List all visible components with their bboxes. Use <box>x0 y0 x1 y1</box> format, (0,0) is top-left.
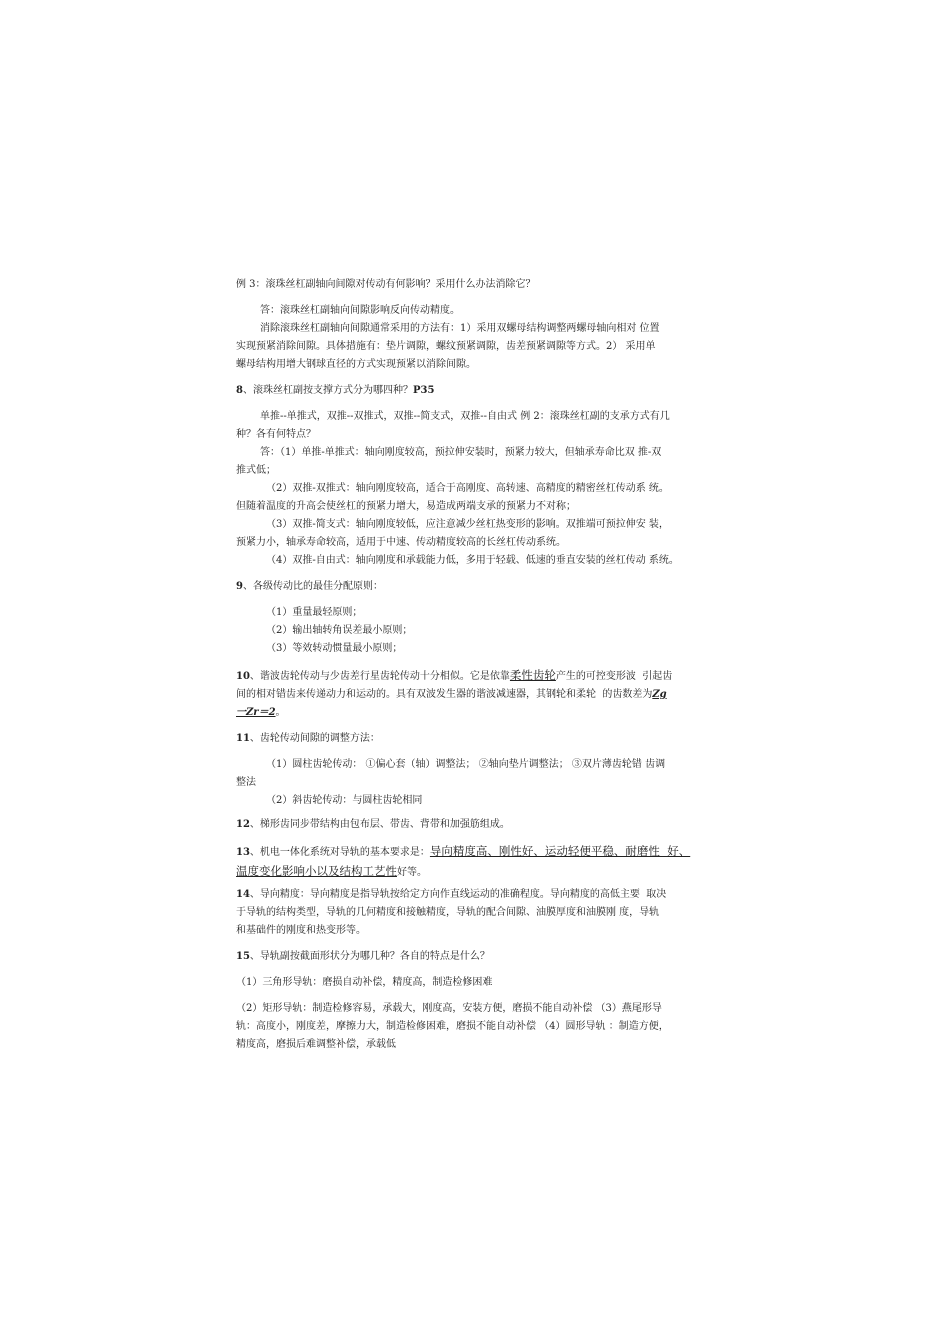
q11-body <box>236 756 720 810</box>
ex3-method <box>236 320 720 374</box>
q10-text: 。 <box>275 707 286 718</box>
list-item: （2）输出轴转角误差最小原则； <box>266 625 413 636</box>
ex3-question-text: 例 3：滚珠丝杠副轴向间隙对传动有何影响？采用什么办法消除它？ <box>236 279 536 290</box>
q8-body <box>236 408 720 570</box>
q13-line <box>236 862 720 882</box>
q15-p1 <box>236 974 720 992</box>
q8-line: 预紧力小，轴承寿命较高，适用于中速、传动精度较高的长丝杠传动系统。 <box>236 537 566 548</box>
q10-text: 、谐波齿轮传动与少齿差行星齿轮传动十分相似。它是依靠 <box>249 671 510 682</box>
q8-line: （4）双推-自由式：轴向刚度和承载能力低，多用于轻载、低速的垂直安装的丝杠传动 系统。 <box>266 555 679 566</box>
q14-line: 和基础件的刚度和热变形等。 <box>236 925 366 936</box>
q10-line <box>236 666 720 686</box>
question-number: 15 <box>236 951 250 962</box>
q14 <box>236 886 720 940</box>
q10-line <box>236 686 720 704</box>
q15-line: （2）矩形导轨：制造检修容易，承载大，刚度高，安装方便，磨损不能自动补偿 （3）燕尾形导 <box>236 1003 662 1014</box>
q9-title <box>236 578 720 596</box>
q10-body <box>236 666 720 722</box>
q9-list <box>236 604 720 658</box>
q10-line <box>236 704 720 722</box>
q8-line: 单推--单推式，双推--双推式，双推--简支式，双推--自由式 例 2：滚珠丝杠副的支承方式有几 <box>260 411 670 422</box>
question-title: 、导轨副按截面形状分为哪几种？各自的特点是什么？ <box>249 951 490 962</box>
list-item: （3）等效转动惯量最小原则； <box>266 643 403 654</box>
question-title: 、齿轮传动间隙的调整方法： <box>249 733 380 744</box>
q11-line: （2）斜齿轮传动：与圆柱齿轮相同 <box>266 795 423 806</box>
question-number: 12 <box>236 819 250 830</box>
question-number: 14 <box>236 889 250 900</box>
q10-text: 产生的可控变形波 引起齿 <box>555 671 673 682</box>
q14-line: 于导轨的结构类型，导轨的几何精度和接触精度，导轨的配合间隙、油膜厚度和油膜刚 度，导轨 <box>236 907 660 918</box>
q8-line: 但随着温度的升高会使丝杠的预紧力增大，易造成两端支承的预紧力不对称； <box>236 501 576 512</box>
q13 <box>236 842 720 882</box>
q8-line: （2）双推-双推式：轴向刚度较高，适合于高刚度、高转速、高精度的精密丝杠传动系 统。 <box>266 483 669 494</box>
question-title: 、滚珠丝杠副按支撑方式分为哪四种？ <box>242 385 413 396</box>
underlined-answer: Zg <box>652 689 667 700</box>
question-number: 11 <box>236 733 250 744</box>
q11-title <box>236 730 720 748</box>
question-number: 9 <box>236 581 243 592</box>
ex3-answer <box>236 302 744 320</box>
q12 <box>236 816 720 834</box>
question-number: 13 <box>236 847 250 858</box>
q15-line: 轨：高度小，刚度差，摩擦力大，制造检修困难，磨损不能自动补偿 （4）圆形导轨 ：制造方便， <box>236 1021 669 1032</box>
q15-line: 精度高，磨损后难调整补偿，承载低 <box>236 1039 396 1050</box>
q13-text: 好等。 <box>397 867 427 878</box>
page-reference: P35 <box>412 385 435 396</box>
q8-line: 推式低； <box>236 465 276 476</box>
underlined-answer: 柔性齿轮 <box>509 668 556 682</box>
question-title: 、各级传动比的最佳分配原则： <box>242 581 383 592</box>
q15-text: （1）三角形导轨：磨损自动补偿，精度高，制造检修困难 <box>236 977 493 988</box>
q8-line: 种？各有何特点？ <box>236 429 316 440</box>
q14-line <box>236 886 720 904</box>
ex3-method-line: 实现预紧消除间隙。具体措施有：垫片调隙，螺纹预紧调隙，齿差预紧调隙等方式。2） 采用单 <box>236 341 656 352</box>
q12-text: 、梯形齿同步带结构由包布层、带齿、背带和加强筋组成。 <box>249 819 510 830</box>
ex3-method-line: 消除滚珠丝杠副轴向间隙通常采用的方法有：1）采用双螺母结构调整两螺母轴向相对 位置 <box>260 323 660 334</box>
underlined-answer: 温度变化影响小以及结构工艺性 <box>236 864 397 878</box>
q10-text: 间的相对错齿来传递动力和运动的。具有双波发生器的谐波减速器，其钢轮和柔轮 的齿数差为 <box>236 689 653 700</box>
list-item: （1）重量最轻原则； <box>266 607 363 618</box>
q13-text: 、机电一体化系统对导轨的基本要求是： <box>249 847 430 858</box>
underlined-answer: 一Zr＝2 <box>236 707 276 718</box>
ex3-answer-text: 答：滚珠丝杠副轴向间隙影响反向传动精度。 <box>260 305 460 316</box>
underlined-answer: 导向精度高、刚性好、运动轻便平稳、耐磨性 好、 <box>429 844 691 858</box>
q8-line: 答：（1）单推-单推式：轴向刚度较高，预拉伸安装时，预紧力较大，但轴承寿命比双 推-双 <box>260 447 662 458</box>
question-number: 10 <box>236 671 250 682</box>
q11-line: （1）圆柱齿轮传动： ①偏心套（轴）调整法； ②轴向垫片调整法； ③双片薄齿轮错 齿调 <box>266 759 666 770</box>
question-number: 8 <box>236 385 243 396</box>
ex3-method-line: 螺母结构用增大钢球直径的方式实现预紧以消除间隙。 <box>236 359 476 370</box>
q11-line: 整法 <box>236 777 256 788</box>
q8-title <box>236 382 720 400</box>
ex3-question <box>236 276 720 294</box>
q13-line <box>236 842 720 862</box>
q15-p2 <box>236 1000 720 1054</box>
q8-line: （3）双推-简支式：轴向刚度较低，应注意减少丝杠热变形的影响。双推端可预拉伸安 装， <box>266 519 669 530</box>
q14-text: 、导向精度：导向精度是指导轨按给定方向作直线运动的准确程度。导向精度的高低主要 取决 <box>249 889 667 900</box>
q15-title <box>236 948 720 966</box>
